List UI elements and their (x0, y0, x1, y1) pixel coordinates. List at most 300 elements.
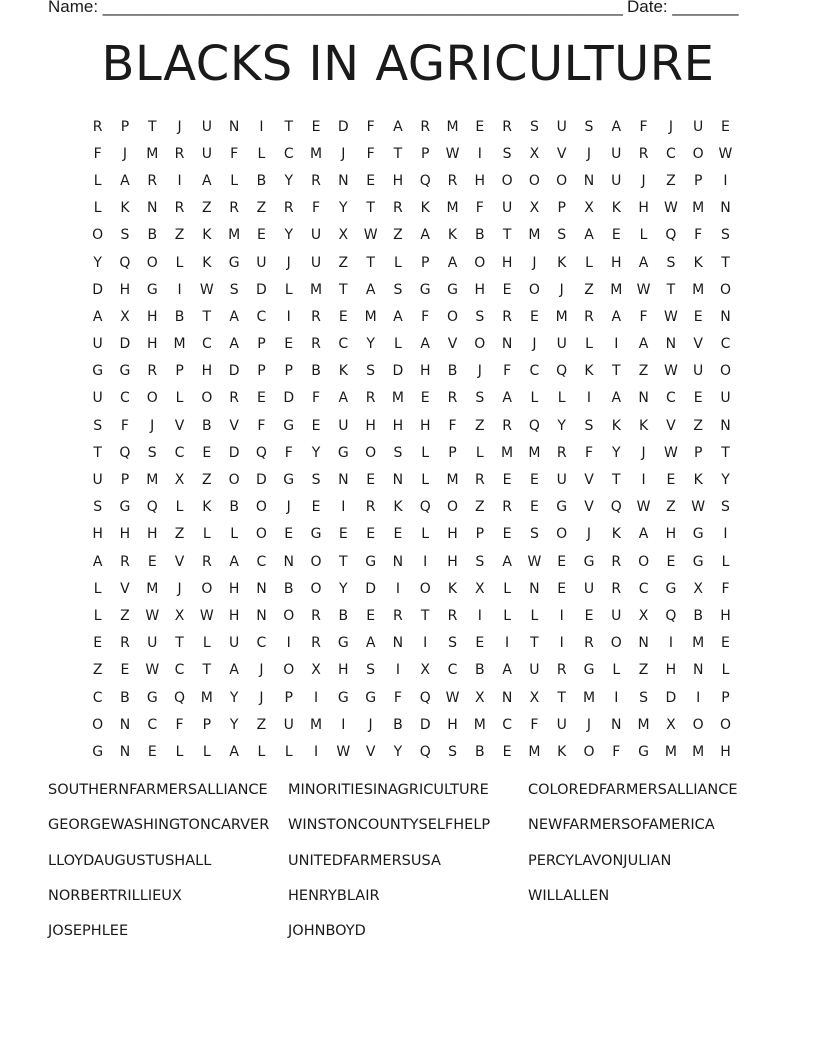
grid-letter[interactable]: I (177, 281, 182, 298)
grid-letter[interactable]: U (501, 200, 513, 217)
grid-letter[interactable]: S (393, 444, 403, 461)
grid-letter[interactable]: R (447, 607, 458, 624)
grid-letter[interactable]: B (256, 172, 267, 189)
grid-letter[interactable]: G (556, 499, 568, 516)
grid-letter[interactable]: H (501, 254, 513, 271)
grid-letter[interactable]: A (92, 308, 103, 325)
grid-letter[interactable]: H (365, 417, 376, 434)
grid-letter[interactable]: B (283, 580, 294, 597)
grid-letter[interactable]: L (421, 444, 430, 461)
grid-letter[interactable]: C (529, 363, 540, 380)
grid-letter[interactable]: E (420, 390, 430, 407)
grid-letter[interactable]: L (284, 743, 293, 760)
grid-letter[interactable]: D (337, 118, 349, 135)
grid-letter[interactable]: H (146, 526, 158, 543)
grid-letter[interactable]: A (611, 390, 622, 407)
grid-letter[interactable]: R (311, 607, 321, 624)
grid-letter[interactable]: M (692, 635, 705, 652)
grid-letter[interactable]: E (529, 499, 539, 516)
grid-letter[interactable]: P (120, 118, 130, 135)
grid-letter[interactable]: H (474, 281, 486, 298)
grid-letter[interactable]: R (311, 172, 321, 189)
grid-letter[interactable]: Q (419, 172, 431, 189)
grid-letter[interactable]: H (119, 526, 131, 543)
grid-letter[interactable]: E (666, 472, 676, 489)
grid-letter[interactable]: S (448, 743, 457, 760)
grid-letter[interactable]: U (693, 363, 704, 380)
grid-letter[interactable]: H (419, 417, 431, 434)
grid-letter[interactable]: R (638, 145, 649, 162)
grid-letter[interactable]: M (200, 689, 213, 706)
grid-letter[interactable]: Q (419, 689, 431, 706)
grid-letter[interactable]: E (202, 444, 212, 461)
grid-letter[interactable]: R (502, 499, 512, 516)
grid-letter[interactable]: W (145, 607, 160, 624)
grid-letter[interactable]: S (584, 417, 594, 434)
grid-letter[interactable]: C (92, 689, 103, 706)
grid-letter[interactable]: L (175, 499, 184, 516)
grid-letter[interactable]: O (92, 716, 104, 733)
grid-letter[interactable]: B (229, 499, 239, 516)
grid-letter[interactable]: G (365, 553, 377, 570)
grid-letter[interactable]: R (174, 145, 185, 162)
grid-letter[interactable]: Z (475, 499, 485, 516)
grid-letter[interactable]: G (228, 254, 240, 271)
grid-letter[interactable]: O (474, 254, 486, 271)
grid-letter[interactable]: M (446, 200, 459, 217)
grid-letter[interactable]: Z (202, 200, 212, 217)
grid-letter[interactable]: I (614, 689, 619, 706)
grid-letter[interactable]: U (229, 635, 240, 652)
grid-letter[interactable]: N (338, 172, 349, 189)
grid-letter[interactable]: X (529, 200, 540, 217)
grid-letter[interactable]: E (284, 336, 294, 353)
grid-letter[interactable]: R (420, 118, 431, 135)
grid-letter[interactable]: L (284, 281, 293, 298)
grid-letter[interactable]: C (174, 444, 185, 461)
grid-letter[interactable]: O (501, 172, 513, 189)
grid-letter[interactable]: B (693, 607, 703, 624)
grid-letter[interactable]: E (529, 308, 539, 325)
grid-letter[interactable]: E (147, 743, 157, 760)
grid-letter[interactable]: G (638, 743, 650, 760)
grid-letter[interactable]: P (284, 363, 293, 380)
grid-letter[interactable]: O (283, 662, 295, 679)
grid-letter[interactable]: U (92, 390, 103, 407)
grid-letter[interactable]: C (665, 390, 676, 407)
grid-letter[interactable]: N (638, 390, 649, 407)
grid-letter[interactable]: I (423, 635, 428, 652)
grid-letter[interactable]: K (202, 499, 212, 516)
grid-letter[interactable]: V (693, 336, 703, 353)
grid-letter[interactable]: H (419, 363, 431, 380)
grid-letter[interactable]: R (447, 172, 458, 189)
grid-letter[interactable]: M (309, 281, 323, 298)
grid-letter[interactable]: T (366, 254, 375, 271)
grid-letter[interactable]: F (448, 417, 457, 434)
grid-letter[interactable]: H (146, 336, 158, 353)
grid-letter[interactable]: R (502, 417, 512, 434)
grid-letter[interactable]: I (559, 635, 564, 652)
grid-letter[interactable]: T (530, 635, 539, 652)
grid-letter[interactable]: U (611, 172, 622, 189)
grid-letter[interactable]: X (120, 308, 130, 325)
grid-letter[interactable]: M (309, 145, 323, 162)
grid-letter[interactable]: O (419, 580, 431, 597)
grid-letter[interactable]: K (202, 227, 212, 244)
grid-letter[interactable]: E (284, 526, 294, 543)
grid-letter[interactable]: F (694, 227, 703, 244)
grid-letter[interactable]: G (283, 472, 295, 489)
grid-letter[interactable]: U (556, 336, 567, 353)
grid-letter[interactable]: A (229, 743, 239, 760)
grid-letter[interactable]: K (557, 743, 567, 760)
grid-letter[interactable]: H (665, 662, 677, 679)
grid-letter[interactable]: R (311, 336, 321, 353)
grid-letter[interactable]: K (202, 254, 212, 271)
grid-letter[interactable]: E (721, 118, 730, 135)
grid-letter[interactable]: E (366, 172, 376, 189)
grid-letter[interactable]: W (199, 607, 214, 624)
grid-letter[interactable]: J (559, 281, 564, 298)
grid-letter[interactable]: I (286, 635, 291, 652)
grid-letter[interactable]: Y (393, 743, 403, 760)
grid-letter[interactable]: T (557, 689, 566, 706)
grid-letter[interactable]: A (638, 526, 649, 543)
grid-letter[interactable]: D (365, 580, 376, 597)
grid-letter[interactable]: K (611, 526, 621, 543)
grid-letter[interactable]: Q (174, 689, 186, 706)
grid-letter[interactable]: I (395, 580, 400, 597)
grid-letter[interactable]: C (283, 145, 294, 162)
grid-letter[interactable]: L (394, 336, 402, 353)
grid-letter[interactable]: A (393, 118, 403, 135)
grid-letter[interactable]: R (447, 390, 458, 407)
grid-letter[interactable]: M (228, 227, 241, 244)
grid-letter[interactable]: M (364, 308, 377, 325)
grid-letter[interactable]: R (556, 444, 567, 461)
grid-letter[interactable]: N (147, 200, 158, 217)
grid-letter[interactable]: Z (338, 254, 349, 271)
grid-letter[interactable]: H (392, 172, 404, 189)
grid-letter[interactable]: K (693, 472, 703, 489)
grid-letter[interactable]: S (393, 281, 403, 298)
grid-letter[interactable]: E (338, 308, 348, 325)
grid-letter[interactable]: Y (557, 417, 566, 434)
grid-letter[interactable]: E (475, 118, 485, 135)
grid-letter[interactable]: L (612, 662, 621, 679)
grid-letter[interactable]: M (610, 281, 623, 298)
grid-letter[interactable]: E (257, 390, 266, 407)
grid-letter[interactable]: I (477, 607, 482, 624)
grid-letter[interactable]: I (259, 118, 264, 135)
grid-letter[interactable]: C (120, 390, 130, 407)
grid-letter[interactable]: R (611, 580, 622, 597)
grid-letter[interactable]: K (393, 499, 403, 516)
grid-letter[interactable]: A (365, 635, 376, 652)
grid-letter[interactable]: I (723, 172, 728, 189)
grid-letter[interactable]: A (229, 553, 239, 570)
grid-letter[interactable]: K (420, 200, 430, 217)
grid-letter[interactable]: O (310, 553, 322, 570)
grid-letter[interactable]: F (175, 716, 184, 733)
grid-letter[interactable]: C (665, 145, 676, 162)
grid-letter[interactable]: R (283, 200, 294, 217)
grid-letter[interactable]: I (177, 172, 182, 189)
grid-letter[interactable]: V (666, 417, 676, 434)
grid-letter[interactable]: N (256, 580, 267, 597)
grid-letter[interactable]: D (119, 336, 131, 353)
grid-letter[interactable]: Q (528, 417, 540, 434)
grid-letter[interactable]: O (201, 390, 213, 407)
grid-letter[interactable]: F (639, 308, 648, 325)
grid-letter[interactable]: H (146, 308, 158, 325)
grid-letter[interactable]: O (528, 172, 540, 189)
grid-letter[interactable]: N (638, 635, 649, 652)
grid-letter[interactable]: R (611, 553, 622, 570)
grid-letter[interactable]: M (555, 308, 568, 325)
grid-letter[interactable]: A (611, 118, 622, 135)
grid-letter[interactable]: P (693, 172, 703, 189)
grid-letter[interactable]: S (229, 281, 239, 298)
grid-letter[interactable]: W (718, 145, 733, 162)
grid-letter[interactable]: H (447, 526, 458, 543)
grid-letter[interactable]: T (666, 281, 676, 298)
grid-letter[interactable]: H (638, 200, 649, 217)
grid-letter[interactable]: M (528, 227, 541, 244)
grid-letter[interactable]: F (366, 145, 375, 162)
grid-letter[interactable]: O (610, 635, 622, 652)
grid-letter[interactable]: P (257, 336, 266, 353)
grid-letter[interactable]: L (230, 172, 239, 189)
grid-letter[interactable]: T (202, 308, 212, 325)
grid-letter[interactable]: I (313, 689, 319, 706)
grid-letter[interactable]: H (611, 254, 622, 271)
grid-letter[interactable]: Y (339, 200, 348, 217)
grid-letter[interactable]: X (174, 472, 185, 489)
grid-letter[interactable]: J (286, 499, 291, 516)
grid-letter[interactable]: O (719, 716, 731, 733)
grid-letter[interactable]: K (447, 580, 458, 597)
grid-letter[interactable]: R (174, 200, 185, 217)
grid-letter[interactable]: L (503, 607, 511, 624)
grid-letter[interactable]: A (229, 662, 239, 679)
grid-letter[interactable]: P (257, 363, 266, 380)
grid-letter[interactable]: M (582, 689, 596, 706)
grid-letter[interactable]: Y (229, 716, 239, 733)
grid-letter[interactable]: G (419, 281, 431, 298)
grid-letter[interactable]: U (720, 390, 731, 407)
grid-letter[interactable]: S (529, 118, 539, 135)
grid-letter[interactable]: L (557, 390, 566, 407)
grid-letter[interactable]: X (420, 662, 430, 679)
grid-letter[interactable]: Z (202, 472, 212, 489)
grid-letter[interactable]: B (475, 743, 485, 760)
grid-letter[interactable]: O (201, 580, 213, 597)
grid-letter[interactable]: R (502, 118, 512, 135)
grid-letter[interactable]: M (473, 716, 486, 733)
grid-letter[interactable]: G (119, 499, 131, 516)
grid-letter[interactable]: O (719, 363, 731, 380)
grid-letter[interactable]: R (584, 308, 594, 325)
grid-letter[interactable]: M (692, 281, 705, 298)
grid-letter[interactable]: U (310, 254, 322, 271)
grid-letter[interactable]: R (147, 172, 158, 189)
grid-letter[interactable]: N (392, 553, 404, 570)
grid-letter[interactable]: R (311, 308, 321, 325)
grid-letter[interactable]: U (92, 336, 103, 353)
grid-letter[interactable]: A (92, 553, 103, 570)
grid-letter[interactable]: M (146, 472, 159, 489)
grid-letter[interactable]: C (447, 662, 458, 679)
grid-letter[interactable]: O (446, 308, 459, 325)
grid-letter[interactable]: I (341, 499, 346, 516)
grid-letter[interactable]: Q (119, 254, 131, 271)
grid-letter[interactable]: U (256, 254, 267, 271)
grid-letter[interactable]: E (120, 662, 130, 679)
grid-letter[interactable]: M (664, 743, 677, 760)
grid-letter[interactable]: T (175, 635, 184, 652)
grid-letter[interactable]: T (721, 254, 730, 271)
grid-letter[interactable]: Z (638, 363, 649, 380)
grid-letter[interactable]: I (505, 635, 510, 652)
grid-letter[interactable]: T (366, 200, 375, 217)
grid-letter[interactable]: E (693, 390, 703, 407)
grid-letter[interactable]: U (611, 145, 622, 162)
grid-letter[interactable]: J (259, 689, 264, 706)
grid-letter[interactable]: A (638, 254, 649, 271)
grid-letter[interactable]: G (146, 281, 158, 298)
grid-letter[interactable]: Z (666, 499, 676, 516)
grid-letter[interactable]: H (720, 607, 731, 624)
grid-letter[interactable]: E (475, 635, 485, 652)
grid-letter[interactable]: S (502, 145, 512, 162)
grid-letter[interactable]: I (641, 472, 646, 489)
grid-letter[interactable]: F (366, 118, 375, 135)
grid-letter[interactable]: A (202, 172, 212, 189)
grid-letter[interactable]: I (423, 553, 428, 570)
grid-letter[interactable]: J (641, 172, 646, 189)
grid-letter[interactable]: G (283, 417, 295, 434)
grid-letter[interactable]: W (663, 444, 678, 461)
grid-letter[interactable]: B (120, 689, 130, 706)
grid-letter[interactable]: F (421, 308, 430, 325)
grid-letter[interactable]: D (665, 689, 677, 706)
grid-letter[interactable]: M (309, 716, 323, 733)
grid-letter[interactable]: S (475, 553, 485, 570)
grid-letter[interactable]: J (122, 145, 128, 162)
grid-letter[interactable]: P (175, 363, 184, 380)
grid-letter[interactable]: H (447, 553, 458, 570)
grid-letter[interactable]: U (201, 145, 212, 162)
grid-letter[interactable]: T (339, 553, 348, 570)
grid-letter[interactable]: J (150, 417, 155, 434)
grid-letter[interactable]: Z (256, 200, 267, 217)
grid-letter[interactable]: Y (311, 444, 321, 461)
grid-letter[interactable]: C (720, 336, 731, 353)
grid-letter[interactable]: E (502, 472, 512, 489)
grid-letter[interactable]: P (721, 689, 730, 706)
grid-letter[interactable]: Y (93, 254, 102, 271)
grid-letter[interactable]: L (421, 472, 430, 489)
grid-letter[interactable]: A (584, 227, 594, 244)
grid-letter[interactable]: T (284, 118, 293, 135)
grid-letter[interactable]: L (257, 145, 266, 162)
grid-letter[interactable]: C (256, 635, 267, 652)
grid-letter[interactable]: L (721, 553, 730, 570)
grid-letter[interactable]: W (445, 689, 460, 706)
grid-letter[interactable]: O (365, 444, 377, 461)
grid-letter[interactable]: N (720, 308, 731, 325)
grid-letter[interactable]: H (119, 281, 131, 298)
grid-letter[interactable]: T (502, 227, 512, 244)
grid-letter[interactable]: A (229, 308, 239, 325)
grid-letter[interactable]: V (584, 472, 594, 489)
grid-letter[interactable]: S (366, 363, 376, 380)
grid-letter[interactable]: I (313, 743, 319, 760)
grid-letter[interactable]: F (230, 145, 239, 162)
grid-letter[interactable]: O (228, 472, 240, 489)
grid-letter[interactable]: L (475, 444, 484, 461)
grid-letter[interactable]: P (693, 444, 703, 461)
grid-letter[interactable]: S (93, 499, 103, 516)
grid-letter[interactable]: L (175, 743, 184, 760)
grid-letter[interactable]: L (503, 580, 511, 597)
grid-letter[interactable]: G (583, 662, 595, 679)
grid-letter[interactable]: G (337, 444, 349, 461)
grid-letter[interactable]: J (668, 118, 673, 135)
grid-letter[interactable]: S (147, 444, 157, 461)
grid-letter[interactable]: B (475, 227, 485, 244)
grid-letter[interactable]: V (584, 499, 594, 516)
grid-letter[interactable]: U (556, 118, 567, 135)
grid-letter[interactable]: E (557, 580, 567, 597)
grid-letter[interactable]: I (696, 689, 701, 706)
grid-letter[interactable]: R (393, 200, 403, 217)
grid-letter[interactable]: A (229, 336, 239, 353)
grid-letter[interactable]: F (284, 444, 293, 461)
grid-letter[interactable]: U (92, 472, 103, 489)
grid-letter[interactable]: M (637, 716, 650, 733)
grid-letter[interactable]: W (663, 308, 678, 325)
grid-letter[interactable]: L (394, 254, 402, 271)
grid-letter[interactable]: M (692, 743, 705, 760)
grid-letter[interactable]: Y (366, 336, 375, 353)
grid-letter[interactable]: U (611, 607, 622, 624)
grid-letter[interactable]: G (146, 689, 158, 706)
grid-letter[interactable]: W (636, 499, 651, 516)
grid-letter[interactable]: Z (92, 662, 103, 679)
grid-letter[interactable]: C (147, 716, 158, 733)
grid-letter[interactable]: Z (584, 281, 594, 298)
grid-letter[interactable]: L (93, 200, 102, 217)
grid-letter[interactable]: F (612, 743, 621, 760)
grid-letter[interactable]: B (475, 662, 485, 679)
grid-letter[interactable]: Q (146, 499, 158, 516)
grid-letter[interactable]: Q (419, 743, 431, 760)
grid-letter[interactable]: P (475, 526, 485, 543)
grid-letter[interactable]: W (636, 281, 651, 298)
grid-letter[interactable]: R (393, 607, 403, 624)
grid-letter[interactable]: B (311, 363, 321, 380)
grid-letter[interactable]: Q (665, 607, 677, 624)
grid-letter[interactable]: A (502, 662, 512, 679)
grid-letter[interactable]: M (501, 444, 514, 461)
grid-letter[interactable]: P (202, 716, 212, 733)
grid-letter[interactable]: A (611, 308, 622, 325)
grid-letter[interactable]: D (228, 444, 240, 461)
grid-letter[interactable]: U (556, 716, 567, 733)
